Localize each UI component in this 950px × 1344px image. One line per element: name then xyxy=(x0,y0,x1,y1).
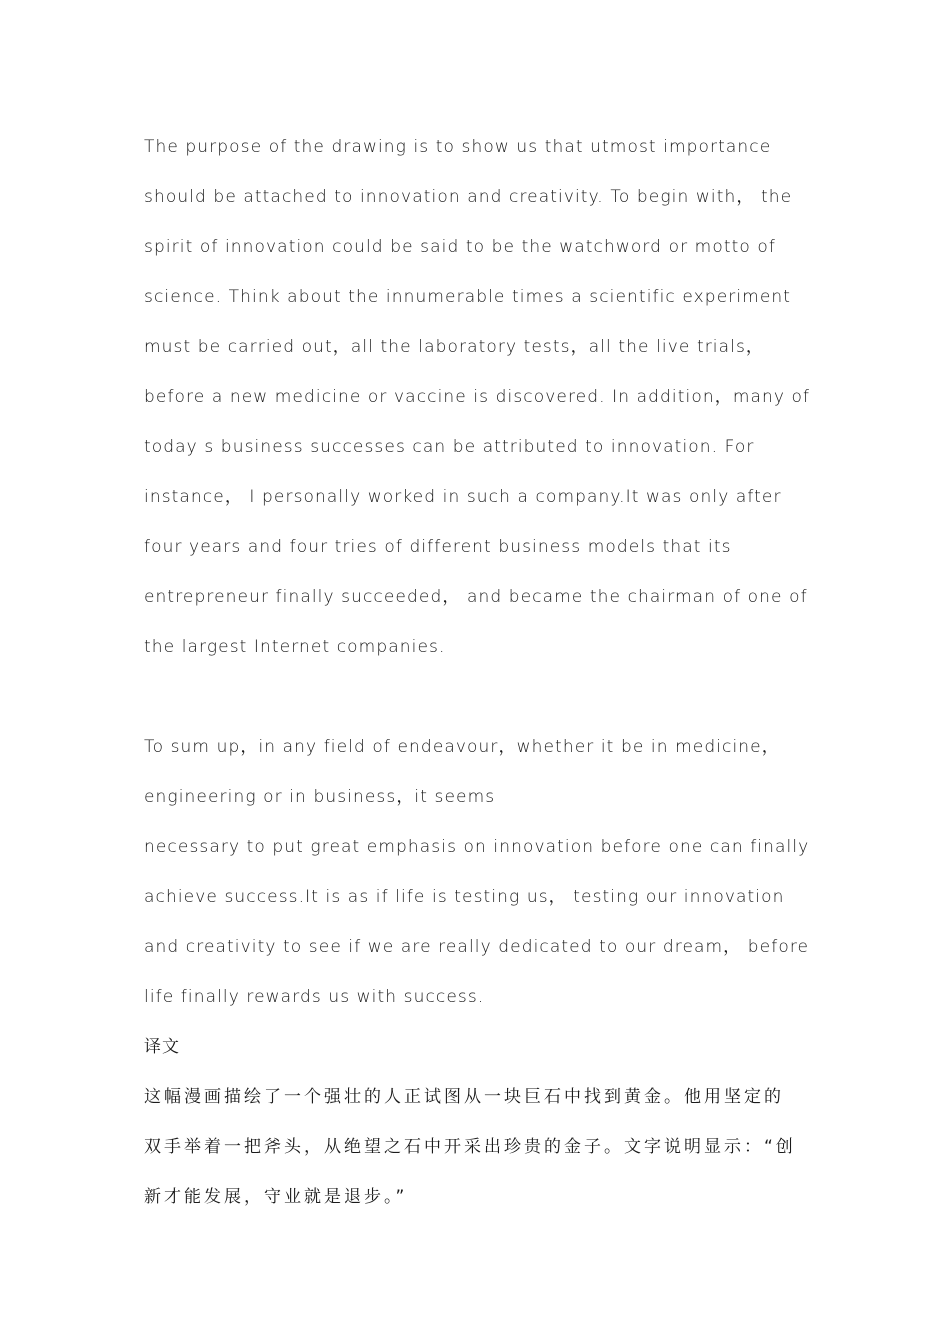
text-line: spirit of innovation could be said to be the watchword or motto of xyxy=(144,237,776,257)
translation-line: 双手举着一把斧头，从绝望之石中开采出珍贵的金子。文字说明显示：“创 xyxy=(144,1137,796,1157)
text-line: achieve success.It is as if life is testing us， testing our innovation xyxy=(144,887,785,907)
translation-heading: 译文 xyxy=(144,1037,180,1057)
text-line: life finally rewards us with success. xyxy=(144,987,485,1007)
text-line: must be carried out，all the laboratory tests，all the live trials， xyxy=(144,337,765,357)
text-line: before a new medicine or vaccine is discovered. In addition，many of xyxy=(144,387,811,407)
translation-line: 这幅漫画描绘了一个强壮的人正试图从一块巨石中找到黄金。他用坚定的 xyxy=(144,1087,784,1107)
text-line: The purpose of the drawing is to show us that utmost importance xyxy=(144,137,772,157)
translation-line: 新才能发展，守业就是退步。” xyxy=(144,1187,408,1207)
text-line: and creativity to see if we are really dedicated to our dream， before xyxy=(144,937,810,957)
text-line: engineering or in business，it seems xyxy=(144,787,496,807)
paragraph-spacer xyxy=(144,672,814,722)
translation-section xyxy=(144,1022,814,1222)
text-line: the largest Internet companies. xyxy=(144,637,446,657)
text-line: To sum up，in any field of endeavour，whether it be in medicine， xyxy=(144,737,780,757)
text-line: science. Think about the innumerable times a scientific experiment xyxy=(144,287,792,307)
text-line: today s business successes can be attributed to innovation. For xyxy=(144,437,755,457)
paragraph-innovation-importance xyxy=(144,122,814,672)
paragraph-conclusion xyxy=(144,722,814,1022)
text-line: entrepreneur finally succeeded， and became the chairman of one of xyxy=(144,587,808,607)
text-line: necessary to put great emphasis on innovation before one can finally xyxy=(144,837,810,857)
text-line: instance， I personally worked in such a company.It was only after xyxy=(144,487,782,507)
text-line: four years and four tries of different business models that its xyxy=(144,537,732,557)
document-page xyxy=(144,122,814,1222)
text-line: should be attached to innovation and creativity. To begin with， the xyxy=(144,187,793,207)
